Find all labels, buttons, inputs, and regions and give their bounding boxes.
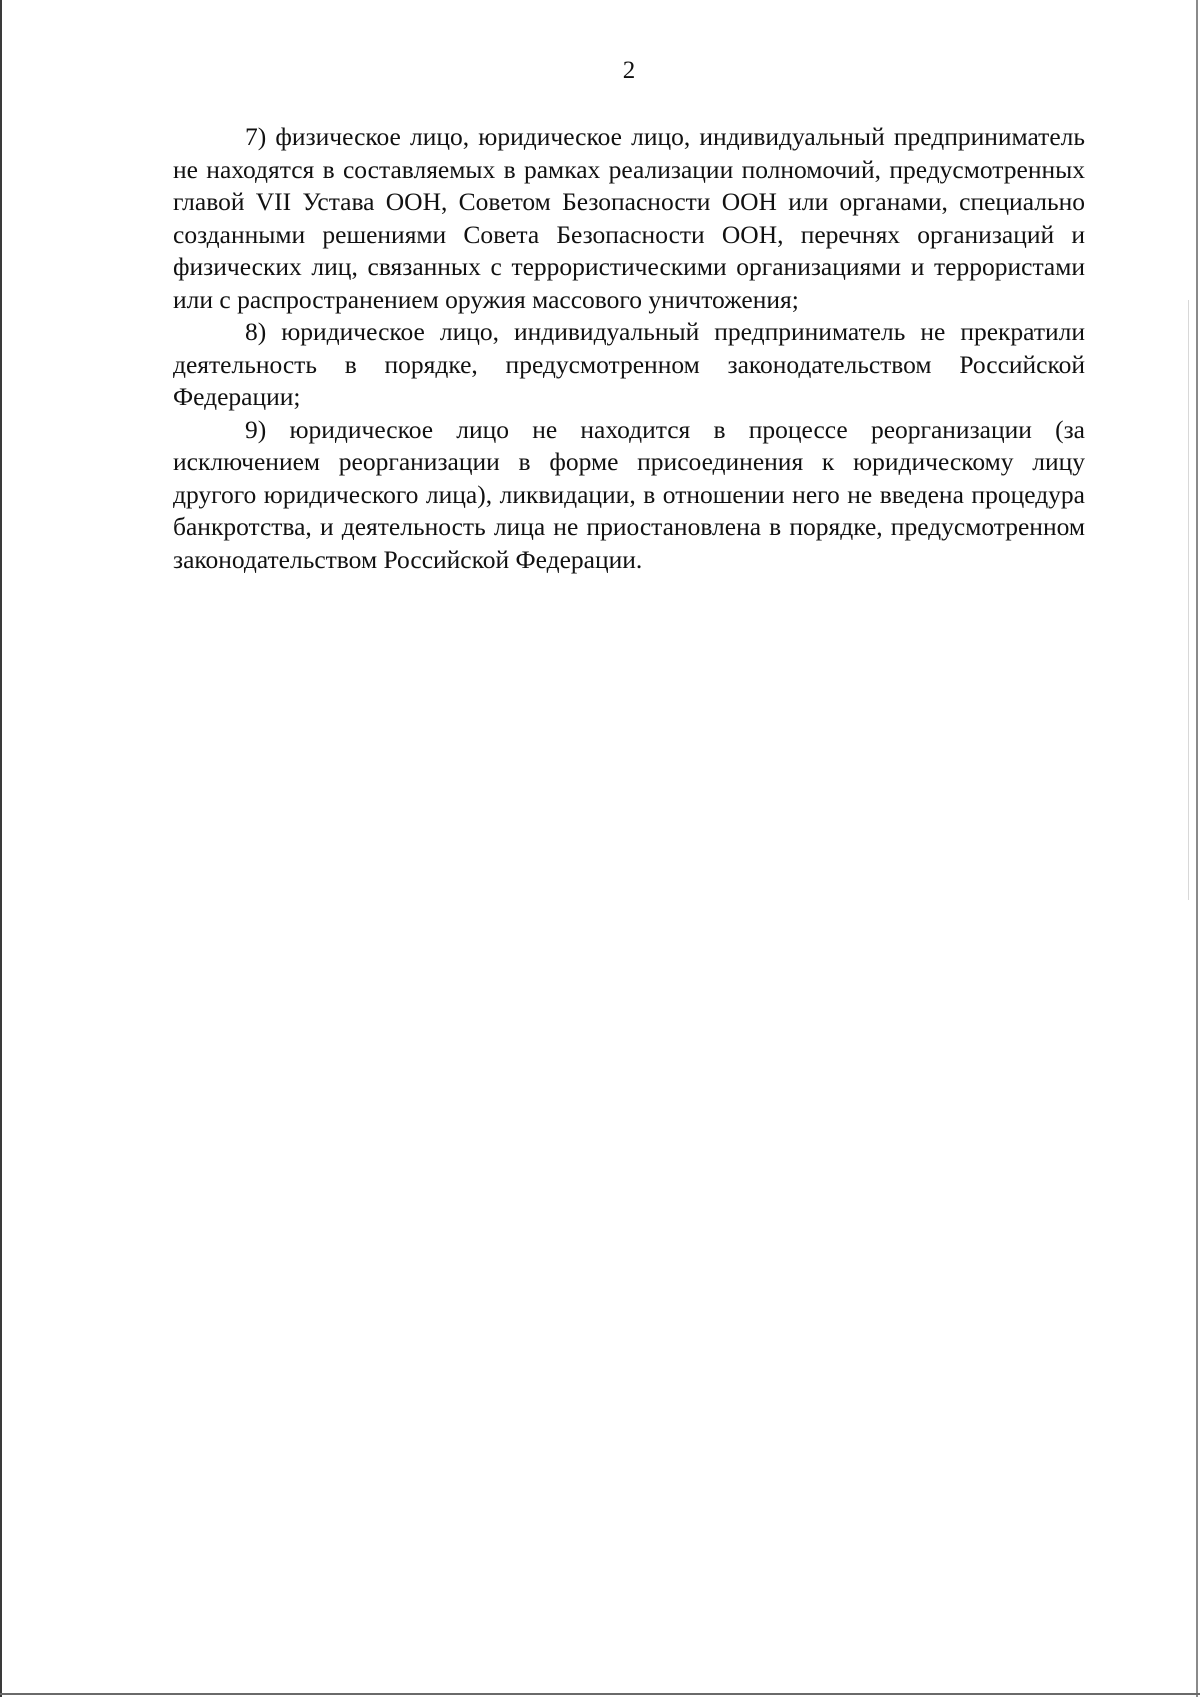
page-number: 2 (622, 57, 636, 84)
scan-edge-left (0, 0, 2, 1697)
document-body (173, 121, 1085, 576)
scan-edge-right (1196, 0, 1198, 1697)
paragraph-item-8: 8) юридическое лицо, индивидуальный предприниматель не прекратили деятельность в порядке, предусмотренном законодательством Российской Федерации; (173, 317, 1085, 411)
paragraph-item-9: 9) юридическое лицо не находится в процессе реорганизации (за исключением реорганизации в форме присоединения к юридическому лицу другого юридического лица), ликвидации, в отношении него не введена процедура банкротства, и деятельность лица не приостановлена в порядке, предусмотренном законодательством Российской Федерации. (173, 414, 1085, 574)
paragraph-item-7: 7) физическое лицо, юридическое лицо, индивидуальный предприниматель не находятся в составляемых в рамках реализации полномочий, предусмотренных главой VII Устава ООН, Советом Безопасности ООН или органами, специально созданными решениями Совета Безопасности ООН, перечнях организаций и физических лиц, связанных с террористическими организациями и террористами или с распространением оружия массового уничтожения; (173, 122, 1085, 314)
scan-edge-right-faint (1188, 300, 1189, 900)
scan-edge-bottom (0, 1693, 1200, 1695)
